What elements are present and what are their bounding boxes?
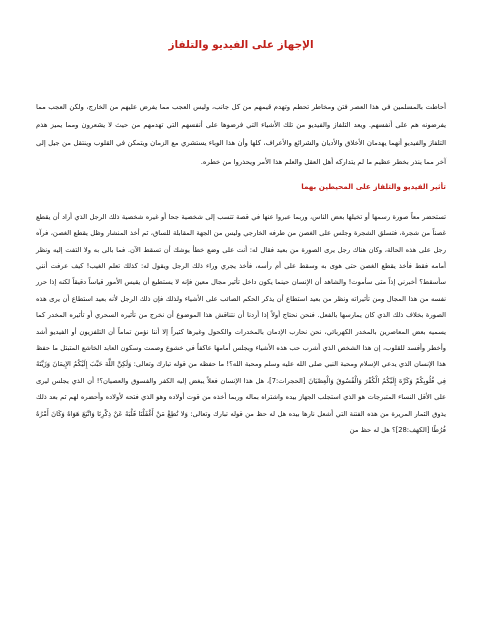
- intro-paragraph: أحاطت بالمسلمين في هذا العصر فتن ومخاطر تحطم وتهدم قيمهم من كل جانب، وليس العجب مما يفرض عليهم من الخارج، ولكن العجب مما يفرضونه هم على أنفسهم. ويعد التلفاز والفيديو من تلك الأشياء التي فرضوها على أنفسهم التي تهدمهم من حيث لا يشعرون ومما يميز هذم التلفاز والفيديو أنهما يهدمان الأخلاق والأديان والشرائع والأعراف، كلها وأن هذا الوباء يستشري مع الزمان ويتمكن في القلوب وينتقل من جيل إلى آخر مما ينذر بخطر عظيم ما لم يتداركه أهل العقل والعلم هذا الأمر ويحذروا من خطره.: [36, 103, 446, 166]
- document-page: [36, 30, 446, 626]
- page-title: الإجهاز على الفيديو والتلفاز: [168, 39, 314, 51]
- section-heading: تأثير الفيديو والتلفاز على المحيطين بهما: [301, 181, 446, 191]
- body-paragraph: تستحضر معاً صورة رسمها أو تخيلها بعض الناس، وربما عبروا عنها في قصة تتسب إلى شخصية جحا أو غيره شخصية ذلك الرجل الذي أراد أن يقطع غصناً من شجرة، فتسلق الشجرة وجلس على الغصن من طرفه الخارجي وليس من الجهة المقابلة للساق، ثم أخذ المنشار وظل يقطع الغصن، فرآه رجل على هذه الحالة، وكان هناك رجل يرى الصورة من بعيد فقال له: أنت على وضع خطأ يوشك أن تسقط الآن. فما بالى به ولا التفت إليه ونظر أمامه فقط فأخذ يقطع الغصن حتى هوى به وسقط على أم رأسه، فأخذ يجري وراء ذلك الرجل ويقول له: كذلك تعلم الغيب! كيف عرفت أنني سأسقط؟ أخبرني إذاً متى سأموت! والشاهد أن الإنسان حينما يكون داخل تأثير مجال معين فإنه لا يستطيع أن يقيس الأمور قياساً دقيقاً لكنه إذا حرر نفسه من هذا المجال ومن تأثيراته ونظر من بعيد استطاع أن يذكر الحكم الصائب على الأشياء ولذلك فإن ذلك الرجل لأنه بعيد استطاع أن يرى هذه الصورة بخلاف ذلك الذي كان يمارسها بالفعل. فنحن نحتاج أولاً إذا أردنا أن نتناقش هذا الموضوع أن نخرج من تأثيره السحري أو تأثيره المخدر كما يسميه بعض المعاصرين بالمخدر الكهربائي، نحن نحارب الإدمان بالمخدرات والكحول وغيرها كثيراً إلا أننا نؤمن تماماً أن التلفزيون أو الفيديو أشد وأخطر وأفسد للقلوب، إن هذا الشخص الذي أشرب حب هذه الأشياء ويجلس أمامها عاكفاً في خشوع وصمت وسكون العابد الخاشع المتبتل ما حفظ هذا الإنسان الذي يدعي الإسلام ومحبة النبي صلى الله عليه وسلم ومحبة الله؟! ما حفظه من قوله تبارك وتعالى: وَلَكِنَّ اللَّهَ حَبَّبَ إِلَيْكُمُ الإِيمَانَ وَزَيَّنَهُ فِي قُلُوبِكُمْ وَكَرَّهَ إِلَيْكُمُ الْكُفْرَ وَالْفُسُوقَ وَالْعِصْيَانَ [الحجرات:7]، هل هذا الإنسان فعلاً يبغض إليه الكفر والفسوق والعصيان؟! أن الذي يجلس ليرى على الأقل النساء المتبرجات هو الذي استجلب الجهاز بيده واشتراه بماله وربما أخذه من قوت أولاده وهو الذي فتحه لأولاده وأحضره لهم ثم بعد ذلك يذوق الثمار المريرة من هذه الفتنة التي أشعل نارها بيده هل له حظ من قوله تبارك وتعالى: وَلا تُطِعْ مَنْ أَغْفَلْنَا قَلْبَهُ عَنْ ذِكْرِنَا وَاتَّبَعَ هَوَاهُ وَكَانَ أَمْرُهُ فُرُطًا [الكهف:28]؟ هل له حظ من: [36, 212, 446, 435]
